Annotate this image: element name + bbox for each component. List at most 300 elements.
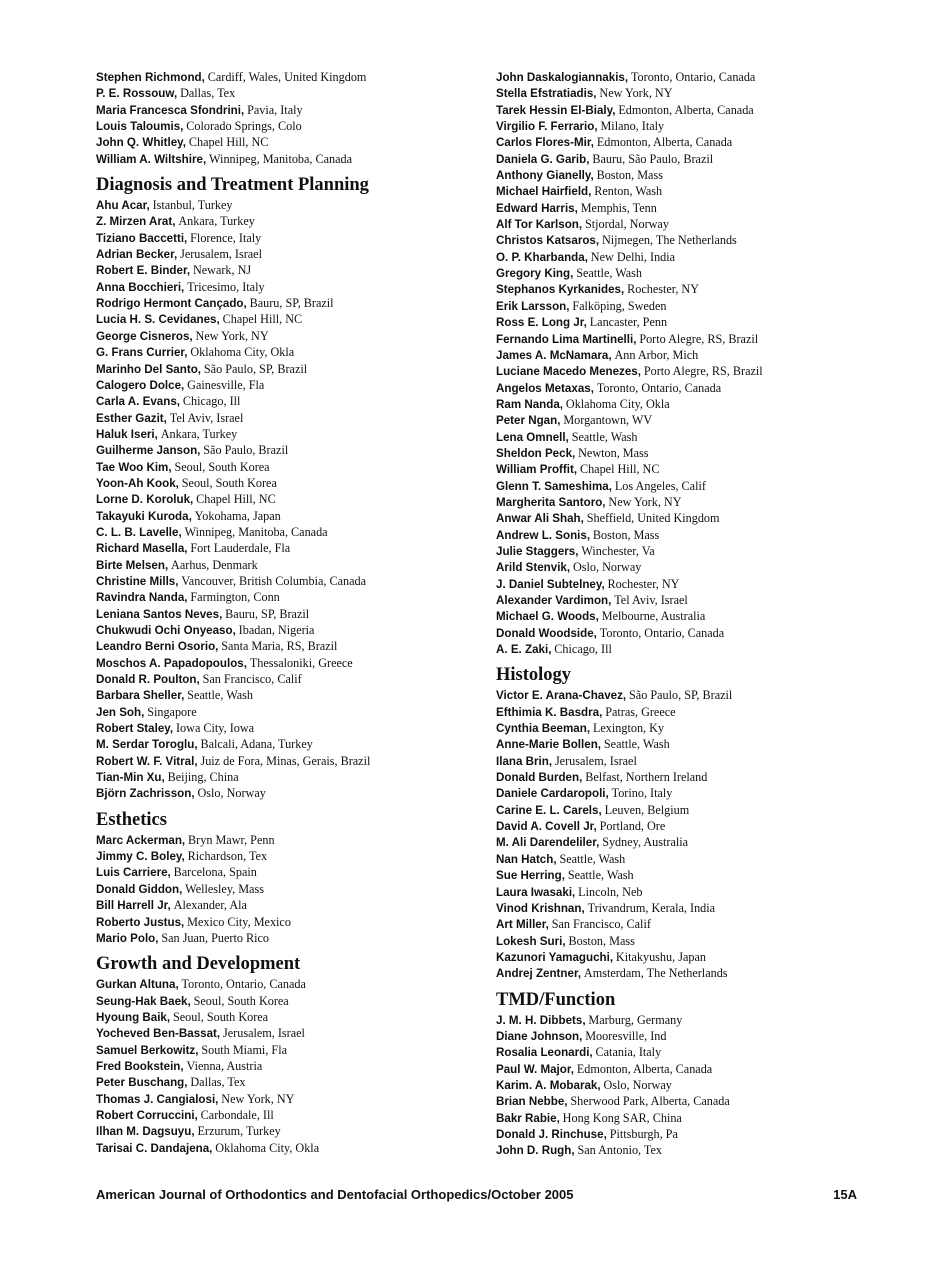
reviewer-entry bbox=[496, 1012, 896, 1028]
reviewer-location: São Paulo, Brazil bbox=[203, 443, 289, 458]
reviewer-name: Leniana Santos Neves, bbox=[96, 607, 223, 621]
page-footer bbox=[96, 1186, 857, 1204]
reviewer-location: Boston, Mass bbox=[568, 933, 635, 948]
left-column bbox=[96, 69, 486, 1156]
reviewer-location: Portland, Ore bbox=[599, 819, 666, 834]
reviewer-entry bbox=[96, 914, 486, 930]
reviewer-name: C. L. B. Lavelle, bbox=[96, 525, 182, 539]
reviewer-entry bbox=[96, 85, 486, 101]
reviewer-name: Tian-Min Xu, bbox=[96, 771, 165, 785]
reviewer-location: Kitakyushu, Japan bbox=[615, 949, 706, 964]
reviewer-name: Jimmy C. Boley, bbox=[96, 850, 185, 864]
reviewer-location: Erzurum, Turkey bbox=[197, 1124, 281, 1139]
reviewer-location: Stjordal, Norway bbox=[584, 217, 669, 232]
reviewer-entry bbox=[496, 1044, 896, 1060]
reviewer-entry bbox=[496, 753, 896, 769]
reviewer-name: Seung-Hak Baek, bbox=[96, 994, 191, 1008]
reviewer-location: Leuven, Belgium bbox=[604, 802, 690, 817]
reviewer-entry bbox=[496, 608, 896, 624]
reviewer-name: Leandro Berni Osorio, bbox=[96, 640, 219, 654]
reviewer-name: Adrian Becker, bbox=[96, 248, 178, 262]
reviewer-name: Robert E. Binder, bbox=[96, 264, 191, 278]
reviewer-name: Donald Burden, bbox=[496, 771, 583, 785]
reviewer-location: Mexico City, Mexico bbox=[187, 914, 291, 929]
reviewer-name: Jen Soh, bbox=[96, 705, 145, 719]
reviewer-location: Bryn Mawr, Penn bbox=[188, 832, 275, 847]
reviewer-name: Barbara Sheller, bbox=[96, 689, 185, 703]
reviewer-location: Aarhus, Denmark bbox=[171, 557, 258, 572]
reviewer-entry bbox=[96, 1140, 486, 1156]
reviewer-location: Sherwood Park, Alberta, Canada bbox=[570, 1094, 730, 1109]
reviewer-entry bbox=[496, 314, 896, 330]
reviewer-location: Chapel Hill, NC bbox=[579, 462, 660, 477]
reviewer-entry bbox=[96, 524, 486, 540]
reviewer-name: Fred Bookstein, bbox=[96, 1059, 184, 1073]
reviewer-location: Seattle, Wash bbox=[567, 868, 634, 883]
reviewer-name: Luis Carriere, bbox=[96, 866, 171, 880]
reviewer-name: Peter Buschang, bbox=[96, 1076, 188, 1090]
reviewer-location: New York, NY bbox=[195, 328, 269, 343]
reviewer-name: Anthony Gianelly, bbox=[496, 169, 594, 183]
reviewer-location: Jerusalem, Israel bbox=[223, 1026, 305, 1041]
reviewer-entry bbox=[96, 993, 486, 1009]
reviewer-name: Richard Masella, bbox=[96, 542, 188, 556]
reviewer-name: Gurkan Altuna, bbox=[96, 978, 179, 992]
section-heading-esthetics: Esthetics bbox=[96, 809, 167, 830]
reviewer-location: New Delhi, India bbox=[590, 249, 676, 264]
reviewer-name: Tiziano Baccetti, bbox=[96, 231, 188, 245]
reviewer-entry bbox=[96, 508, 486, 524]
reviewer-entry bbox=[496, 429, 896, 445]
reviewer-entry bbox=[96, 197, 486, 213]
reviewer-name: Julie Staggers, bbox=[496, 544, 579, 558]
reviewer-entry bbox=[496, 1077, 896, 1093]
reviewer-location: Sydney, Australia bbox=[602, 835, 689, 850]
reviewer-location: San Antonio, Tex bbox=[577, 1143, 663, 1158]
reviewer-location: Lancaster, Penn bbox=[589, 315, 668, 330]
reviewer-name: Michael G. Woods, bbox=[496, 610, 599, 624]
reviewer-name: Samuel Berkowitz, bbox=[96, 1043, 199, 1057]
reviewer-name: Karim. A. Mobarak, bbox=[496, 1078, 601, 1092]
reviewer-entry bbox=[96, 134, 486, 150]
reviewer-name: John D. Rugh, bbox=[496, 1144, 575, 1158]
section-heading-histology: Histology bbox=[496, 665, 572, 686]
reviewer-name: Alf Tor Karlson, bbox=[496, 218, 583, 232]
reviewer-location: Alexander, Ala bbox=[173, 898, 247, 913]
reviewer-entry bbox=[96, 736, 486, 752]
reviewer-name: Tarisai C. Dandajena, bbox=[96, 1141, 213, 1155]
reviewer-entry bbox=[96, 848, 486, 864]
reviewer-entry bbox=[96, 491, 486, 507]
reviewer-location: Bauru, SP, Brazil bbox=[225, 606, 310, 621]
reviewer-location: Seattle, Wash bbox=[559, 851, 626, 866]
reviewer-location: Oklahoma City, Okla bbox=[190, 345, 295, 360]
reviewer-location: Balcali, Adana, Turkey bbox=[200, 737, 313, 752]
reviewer-entry bbox=[496, 380, 896, 396]
reviewer-entry bbox=[496, 1093, 896, 1109]
reviewer-name: Donald Giddon, bbox=[96, 882, 183, 896]
reviewer-name: Lucia H. S. Cevidanes, bbox=[96, 313, 220, 327]
reviewer-name: P. E. Rossouw, bbox=[96, 87, 178, 101]
reviewer-name: Lorne D. Koroluk, bbox=[96, 493, 194, 507]
reviewer-location: Melbourne, Australia bbox=[601, 609, 706, 624]
reviewer-location: Santa Maria, RS, Brazil bbox=[221, 639, 338, 654]
reviewer-name: Cynthia Beeman, bbox=[496, 722, 591, 736]
reviewer-location: Fort Lauderdale, Fla bbox=[190, 541, 291, 556]
reviewer-name: Robert Staley, bbox=[96, 722, 174, 736]
reviewer-location: Marburg, Germany bbox=[588, 1012, 683, 1027]
reviewer-entry bbox=[96, 151, 486, 167]
reviewer-location: Oklahoma City, Okla bbox=[565, 396, 670, 411]
reviewer-entry bbox=[96, 622, 486, 638]
reviewer-location: Milano, Italy bbox=[600, 119, 665, 134]
reviewer-location: Memphis, Tenn bbox=[580, 200, 657, 215]
reviewer-location: Seoul, South Korea bbox=[193, 993, 289, 1008]
reviewer-name: Carine E. L. Carels, bbox=[496, 803, 602, 817]
reviewer-entry bbox=[96, 785, 486, 801]
reviewer-entry bbox=[496, 510, 896, 526]
reviewer-entry bbox=[96, 377, 486, 393]
reviewer-name: Roberto Justus, bbox=[96, 915, 185, 929]
reviewer-entry bbox=[96, 69, 486, 85]
reviewer-entry bbox=[96, 606, 486, 622]
reviewer-entry bbox=[496, 331, 896, 347]
reviewer-entry bbox=[96, 976, 486, 992]
reviewer-name: Margherita Santoro, bbox=[496, 495, 606, 509]
reviewer-name: Andrej Zentner, bbox=[496, 967, 582, 981]
reviewer-location: Chapel Hill, NC bbox=[222, 312, 303, 327]
reviewer-location: Lincoln, Neb bbox=[578, 884, 643, 899]
reviewer-entry bbox=[496, 265, 896, 281]
reviewer-name: Christos Katsaros, bbox=[496, 234, 600, 248]
reviewer-location: San Juan, Puerto Rico bbox=[161, 930, 270, 945]
reviewer-entry bbox=[96, 864, 486, 880]
reviewer-entry bbox=[96, 1123, 486, 1139]
page-number: 15A bbox=[833, 1187, 857, 1202]
reviewer-entry bbox=[496, 249, 896, 265]
reviewer-entry bbox=[96, 720, 486, 736]
reviewer-location: Beijing, China bbox=[167, 770, 239, 785]
reviewer-entry bbox=[96, 262, 486, 278]
reviewer-entry bbox=[496, 232, 896, 248]
reviewer-location: Edmonton, Alberta, Canada bbox=[618, 102, 754, 117]
reviewer-name: Sue Herring, bbox=[496, 869, 565, 883]
reviewer-entry bbox=[496, 625, 896, 641]
reviewer-location: Oklahoma City, Okla bbox=[215, 1140, 320, 1155]
reviewer-name: Virgilio F. Ferrario, bbox=[496, 120, 598, 134]
section-heading-growth-and-development: Growth and Development bbox=[96, 954, 301, 975]
reviewer-entry bbox=[496, 461, 896, 477]
reviewer-entry bbox=[96, 1058, 486, 1074]
reviewer-location: Sheffield, United Kingdom bbox=[586, 511, 720, 526]
reviewer-location: Pittsburgh, Pa bbox=[609, 1126, 678, 1141]
reviewer-location: Yokohama, Japan bbox=[194, 508, 281, 523]
reviewer-name: Ahu Acar, bbox=[96, 199, 150, 213]
reviewer-location: São Paulo, SP, Brazil bbox=[629, 688, 733, 703]
reviewer-entry bbox=[496, 965, 896, 981]
reviewer-entry bbox=[96, 1107, 486, 1123]
reviewer-name: George Cisneros, bbox=[96, 329, 193, 343]
reviewer-location: Carbondale, Ill bbox=[200, 1107, 274, 1122]
reviewer-entry bbox=[496, 916, 896, 932]
reviewer-entry bbox=[496, 167, 896, 183]
reviewer-name: Anwar Ali Shah, bbox=[496, 512, 584, 526]
reviewer-entry bbox=[496, 900, 896, 916]
reviewer-name: Donald J. Rinchuse, bbox=[496, 1127, 607, 1141]
reviewer-location: Barcelona, Spain bbox=[173, 865, 257, 880]
reviewer-location: Falköping, Sweden bbox=[572, 298, 667, 313]
reviewer-entry bbox=[96, 295, 486, 311]
reviewer-name: James A. McNamara, bbox=[496, 348, 612, 362]
reviewer-entry bbox=[496, 527, 896, 543]
reviewer-name: Fernando Lima Martinelli, bbox=[496, 332, 637, 346]
reviewer-name: Vinod Krishnan, bbox=[496, 901, 585, 915]
reviewer-entry bbox=[496, 704, 896, 720]
reviewer-name: Calogero Dolce, bbox=[96, 378, 185, 392]
reviewer-location: Istanbul, Turkey bbox=[152, 198, 233, 213]
reviewer-name: Luciane Macedo Menezes, bbox=[496, 365, 641, 379]
reviewer-location: Tricesimo, Italy bbox=[187, 279, 265, 294]
reviewer-name: Mario Polo, bbox=[96, 931, 159, 945]
reviewer-name: William Proffit, bbox=[496, 463, 578, 477]
reviewer-location: Seattle, Wash bbox=[187, 688, 253, 703]
reviewer-location: Jerusalem, Israel bbox=[554, 753, 637, 768]
reviewer-location: Dallas, Tex bbox=[190, 1075, 246, 1090]
reviewer-entry bbox=[496, 818, 896, 834]
reviewer-location: San Francisco, Calif bbox=[202, 672, 302, 687]
reviewer-location: São Paulo, SP, Brazil bbox=[203, 361, 308, 376]
reviewer-name: J. Daniel Subtelney, bbox=[496, 577, 605, 591]
reviewer-name: Art Miller, bbox=[496, 918, 549, 932]
reviewer-entry bbox=[96, 279, 486, 295]
reviewer-name: Guilherme Janson, bbox=[96, 444, 201, 458]
reviewer-name: Peter Ngan, bbox=[496, 414, 561, 428]
reviewer-location: Tel Aviv, Israel bbox=[614, 593, 688, 607]
reviewer-entry bbox=[496, 641, 896, 657]
reviewer-entry bbox=[496, 867, 896, 883]
reviewer-name: Erik Larsson, bbox=[496, 299, 570, 313]
reviewer-location: Richardson, Tex bbox=[187, 849, 268, 864]
reviewer-entry bbox=[96, 704, 486, 720]
reviewer-location: Catania, Italy bbox=[595, 1045, 662, 1060]
reviewer-name: Birte Melsen, bbox=[96, 558, 169, 572]
reviewer-entry bbox=[496, 736, 896, 752]
reviewer-entry bbox=[496, 151, 896, 167]
reviewer-entry bbox=[96, 1042, 486, 1058]
reviewer-name: Arild Stenvik, bbox=[496, 561, 571, 575]
reviewer-location: Thessaloniki, Greece bbox=[249, 655, 353, 670]
reviewer-name: Paul W. Major, bbox=[496, 1062, 574, 1076]
reviewer-entry bbox=[496, 216, 896, 232]
reviewer-location: Seoul, South Korea bbox=[174, 459, 270, 474]
reviewer-name: G. Frans Currier, bbox=[96, 346, 188, 360]
reviewer-entry bbox=[96, 655, 486, 671]
reviewer-name: Marc Ackerman, bbox=[96, 833, 186, 847]
reviewer-entry bbox=[496, 543, 896, 559]
reviewer-name: Glenn T. Sameshima, bbox=[496, 479, 612, 493]
reviewer-location: Edmonton, Alberta, Canada bbox=[576, 1061, 713, 1076]
reviewer-location: Trivandrum, Kerala, India bbox=[587, 900, 716, 915]
reviewer-entry bbox=[96, 1025, 486, 1041]
reviewer-entry bbox=[496, 363, 896, 379]
reviewer-location: Rochester, NY bbox=[607, 576, 680, 591]
reviewer-location: Newark, NJ bbox=[192, 263, 252, 278]
reviewer-entry bbox=[496, 1142, 896, 1158]
reviewer-entry bbox=[96, 410, 486, 426]
reviewer-name: Stephanos Kyrkanides, bbox=[496, 283, 625, 297]
reviewer-name: M. Serdar Toroglu, bbox=[96, 738, 198, 752]
reviewer-name: Ravindra Nanda, bbox=[96, 591, 188, 605]
reviewer-entry bbox=[96, 475, 486, 491]
reviewer-entry bbox=[96, 753, 486, 769]
reviewer-location: Iowa City, Iowa bbox=[175, 721, 255, 736]
reviewer-entry bbox=[496, 769, 896, 785]
reviewer-name: Tae Woo Kim, bbox=[96, 460, 172, 474]
reviewer-location: New York, NY bbox=[608, 494, 682, 509]
reviewer-entry bbox=[496, 396, 896, 412]
reviewer-location: Gainesville, Fla bbox=[187, 377, 265, 392]
reviewer-name: Rodrigo Hermont Cançado, bbox=[96, 297, 247, 311]
reviewer-entry bbox=[496, 69, 896, 85]
reviewer-location: Hong Kong SAR, China bbox=[562, 1110, 682, 1125]
reviewer-location: Bauru, São Paulo, Brazil bbox=[592, 151, 714, 166]
reviewer-location: Los Angeles, Calif bbox=[614, 478, 706, 493]
reviewer-location: Rochester, NY bbox=[627, 282, 700, 297]
reviewer-entry bbox=[96, 573, 486, 589]
reviewer-name: Ross E. Long Jr, bbox=[496, 316, 587, 330]
reviewer-location: Oslo, Norway bbox=[197, 786, 266, 801]
reviewer-entry bbox=[496, 1028, 896, 1044]
reviewer-location: Toronto, Ontario, Canada bbox=[630, 70, 756, 84]
reviewer-name: Bill Harrell Jr, bbox=[96, 899, 171, 913]
reviewer-location: New York, NY bbox=[221, 1091, 295, 1106]
reviewer-name: Gregory King, bbox=[496, 267, 574, 281]
right-column bbox=[496, 69, 896, 1159]
reviewer-location: San Francisco, Calif bbox=[551, 917, 651, 932]
reviewer-name: Ram Nanda, bbox=[496, 397, 564, 411]
reviewer-name: Angelos Metaxas, bbox=[496, 381, 594, 395]
reviewer-entry bbox=[96, 393, 486, 409]
reviewer-location: Ankara, Turkey bbox=[160, 426, 238, 441]
reviewer-name: Michael Hairfield, bbox=[496, 185, 592, 199]
reviewer-name: M. Ali Darendeliler, bbox=[496, 836, 600, 850]
reviewer-entry bbox=[96, 118, 486, 134]
reviewer-entry bbox=[96, 1074, 486, 1090]
reviewer-name: William A. Wiltshire, bbox=[96, 152, 207, 166]
reviewer-entry bbox=[496, 412, 896, 428]
reviewer-location: Boston, Mass bbox=[592, 527, 660, 542]
reviewer-entry bbox=[96, 442, 486, 458]
reviewer-location: Pavia, Italy bbox=[247, 102, 303, 117]
reviewer-name: Esther Gazit, bbox=[96, 411, 167, 425]
reviewer-name: Stella Efstratiadis, bbox=[496, 87, 597, 101]
reviewer-name: Ilana Brin, bbox=[496, 754, 553, 768]
reviewer-entry bbox=[496, 802, 896, 818]
reviewer-entry bbox=[96, 1009, 486, 1025]
reviewer-name: Thomas J. Cangialosi, bbox=[96, 1092, 219, 1106]
reviewer-location: Chicago, Ill bbox=[554, 642, 612, 657]
reviewer-location: Porto Alegre, RS, Brazil bbox=[643, 364, 763, 379]
reviewer-location: Newton, Mass bbox=[578, 445, 649, 460]
reviewer-location: Cardiff, Wales, United Kingdom bbox=[207, 70, 367, 84]
reviewer-location: Seattle, Wash bbox=[603, 737, 670, 752]
reviewer-location: Farmington, Conn bbox=[190, 590, 280, 605]
reviewer-entry bbox=[496, 298, 896, 314]
reviewer-name: Anne-Marie Bollen, bbox=[496, 738, 602, 752]
reviewer-entry bbox=[496, 118, 896, 134]
reviewer-name: Alexander Vardimon, bbox=[496, 594, 612, 607]
reviewer-entry bbox=[96, 426, 486, 442]
reviewer-name: Daniele Cardaropoli, bbox=[496, 787, 609, 801]
reviewer-entry bbox=[496, 884, 896, 900]
section-heading-tmd-function: TMD/Function bbox=[496, 989, 616, 1010]
reviewer-entry bbox=[96, 1091, 486, 1107]
reviewer-location: Nijmegen, The Netherlands bbox=[601, 233, 737, 248]
reviewer-location: Torino, Italy bbox=[611, 786, 673, 801]
reviewer-location: Belfast, Northern Ireland bbox=[585, 770, 708, 785]
reviewer-entry bbox=[96, 361, 486, 377]
reviewer-name: Diane Johnson, bbox=[496, 1029, 583, 1043]
reviewer-name: Takayuki Kuroda, bbox=[96, 509, 192, 523]
reviewer-entry bbox=[496, 720, 896, 736]
reviewer-name: Anna Bocchieri, bbox=[96, 280, 185, 294]
reviewer-location: Chicago, Ill bbox=[182, 394, 241, 409]
reviewer-location: Wellesley, Mass bbox=[185, 881, 264, 896]
reviewer-entry bbox=[96, 344, 486, 360]
reviewer-entry bbox=[96, 230, 486, 246]
reviewer-location: Singapore bbox=[147, 704, 197, 719]
reviewer-location: Patras, Greece bbox=[605, 704, 676, 719]
reviewer-location: Seattle, Wash bbox=[571, 429, 638, 444]
reviewer-name: Daniela G. Garib, bbox=[496, 152, 590, 166]
reviewer-location: Morgantown, WV bbox=[563, 413, 653, 428]
reviewer-name: John Q. Whitley, bbox=[96, 136, 186, 150]
reviewer-location: Ankara, Turkey bbox=[178, 214, 255, 229]
reviewer-name: Sheldon Peck, bbox=[496, 446, 576, 460]
reviewer-entry bbox=[96, 459, 486, 475]
reviewer-location: Oslo, Norway bbox=[572, 560, 642, 575]
reviewer-entry bbox=[496, 785, 896, 801]
reviewer-name: Donald Woodside, bbox=[496, 626, 597, 640]
reviewer-entry bbox=[96, 540, 486, 556]
reviewer-entry bbox=[96, 311, 486, 327]
reviewer-name: Robert W. F. Vitral, bbox=[96, 754, 198, 768]
reviewer-name: Christine Mills, bbox=[96, 574, 179, 588]
reviewer-location: Jerusalem, Israel bbox=[180, 247, 262, 262]
reviewer-location: Oslo, Norway bbox=[603, 1077, 672, 1092]
reviewer-name: Donald R. Poulton, bbox=[96, 673, 200, 687]
reviewer-location: Toronto, Ontario, Canada bbox=[181, 977, 306, 992]
reviewer-name: Tarek Hessin El-Bialy, bbox=[496, 103, 616, 117]
reviewer-location: Toronto, Ontario, Canada bbox=[599, 625, 725, 640]
reviewer-location: Colorado Springs, Colo bbox=[186, 119, 302, 134]
reviewer-entry bbox=[496, 183, 896, 199]
reviewer-location: Tel Aviv, Israel bbox=[169, 410, 244, 425]
reviewer-location: Edmonton, Alberta, Canada bbox=[596, 135, 733, 150]
reviewer-name: J. M. H. Dibbets, bbox=[496, 1013, 586, 1027]
reviewer-name: Brian Nebbe, bbox=[496, 1095, 568, 1109]
reviewer-entry bbox=[496, 102, 896, 118]
reviewer-location: Juiz de Fora, Minas, Gerais, Brazil bbox=[200, 753, 371, 768]
reviewer-location: South Miami, Fla bbox=[201, 1042, 287, 1057]
reviewer-entry bbox=[496, 281, 896, 297]
reviewer-entry bbox=[496, 949, 896, 965]
reviewer-name: David A. Covell Jr, bbox=[496, 820, 597, 834]
reviewer-location: Vienna, Austria bbox=[186, 1058, 263, 1073]
reviewer-location: Lexington, Ky bbox=[592, 721, 665, 736]
reviewer-entry bbox=[496, 592, 896, 608]
reviewer-location: Amsterdam, The Netherlands bbox=[583, 966, 728, 981]
